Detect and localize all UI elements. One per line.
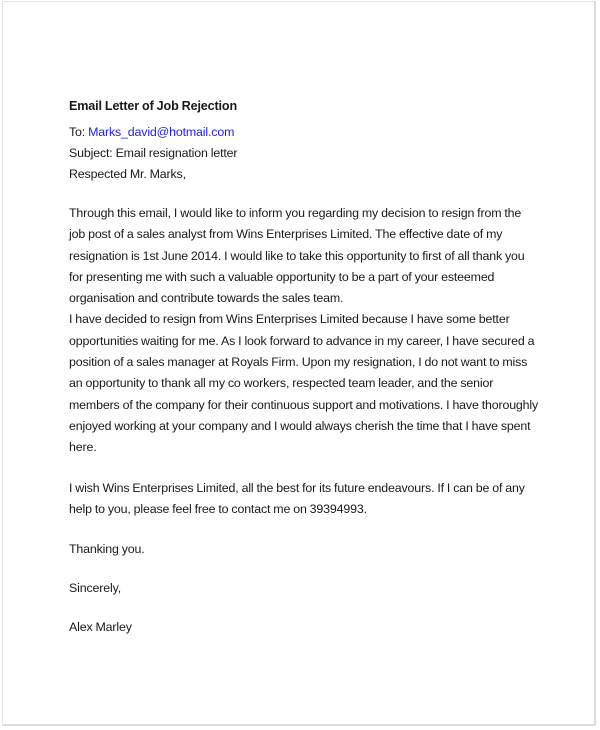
paragraph-closing: I wish Wins Enterprises Limited, all the best for its future endeavours. If I can be of any help to you, please feel free to contact me on 39394993. (69, 480, 525, 516)
closing-thanks: Thanking you. (69, 542, 145, 557)
subject-line: Subject: Email resignation letter (69, 146, 238, 160)
signature: Alex Marley (69, 620, 132, 635)
letter-title: Email Letter of Job Rejection (69, 99, 237, 113)
spacer (69, 599, 549, 617)
salutation: Respected Mr. Marks, (69, 167, 186, 181)
to-label: To: (69, 125, 86, 139)
document-page (2, 1, 596, 726)
spacer (69, 185, 549, 203)
paragraph-reason: I have decided to resign from Wins Enterprises Limited because I have some better opportunities waiting for me. As I look forward to advance in my career, I have secured a position of a sales manager at Royals Firm. Upon my resignation, I do not want to miss an opportunity to thank all my co workers, respected team leader, and the senior members of the company for their continuous support and motivations. I have thoroughly enjoyed working at your company and I would always cherish the time that I have spent here. (69, 312, 539, 455)
sign-off: Sincerely, (69, 581, 121, 596)
spacer (69, 560, 549, 578)
paragraph-intro: Through this email, I would like to inform you regarding my decision to resign from the job post of a sales analyst from Wins Enterprises Limited. The effective date of my resignation is 1st June 2014. I would like to take this opportunity to first of all thank you for presenting me with such a valuable opportunity to be a part of your esteemed organisation and contribute towards the sales team. (69, 206, 525, 306)
spacer (69, 459, 549, 478)
recipient-line (69, 122, 549, 143)
recipient-email-link[interactable]: Marks_david@hotmail.com (88, 125, 235, 139)
spacer (69, 520, 549, 539)
letter-body (69, 96, 549, 638)
